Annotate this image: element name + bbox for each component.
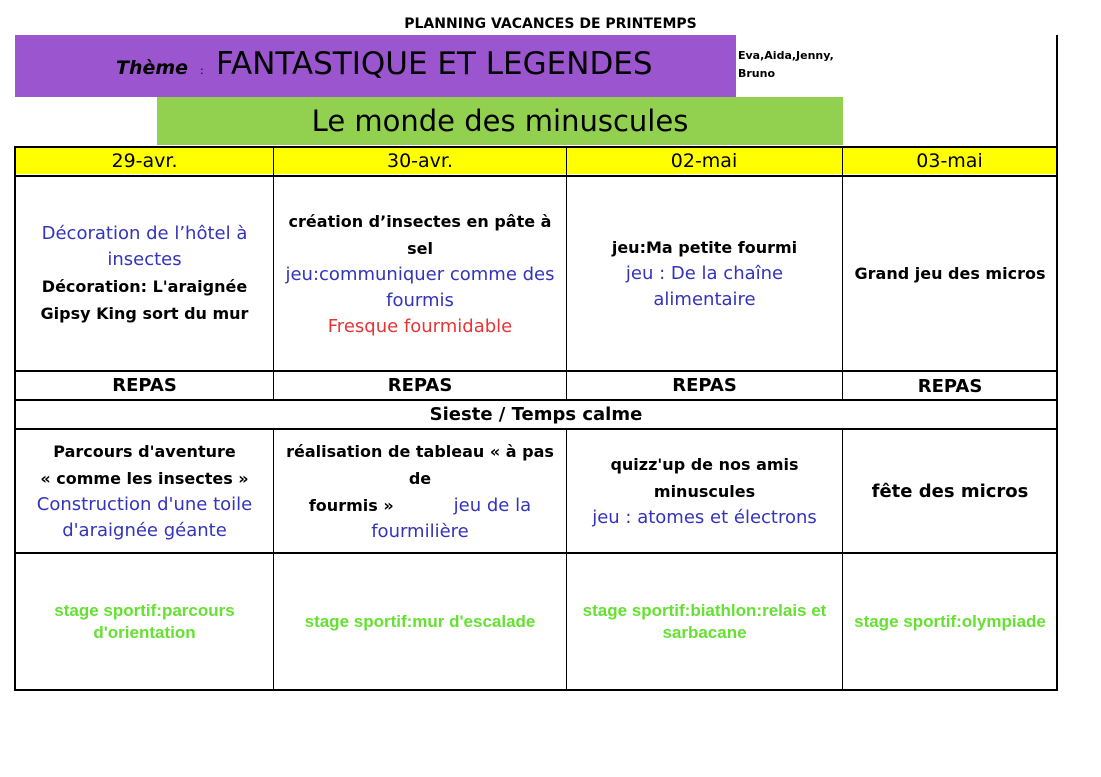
sport-cell	[15, 554, 274, 689]
date-header: 29-avr.	[111, 150, 178, 172]
theme-value: FANTASTIQUE ET LEGENDES	[216, 46, 653, 82]
activity-line	[309, 492, 531, 519]
activity-text: création d’insectes en pâte à sel	[288, 211, 552, 258]
repas-cell: REPAS	[672, 375, 737, 396]
staff-line: Bruno	[738, 67, 776, 80]
date-header: 30-avr.	[386, 150, 454, 172]
sport-text: stage sportif:biathlon:relais et sarbacane	[582, 600, 827, 642]
activity-text: Décoration: L'araignée	[41, 276, 248, 296]
activity-text: minuscules	[653, 482, 756, 501]
page-title: PLANNING VACANCES DE PRINTEMPS	[404, 16, 697, 32]
afternoon-cell	[567, 430, 842, 552]
activity-text: jeu:Ma petite fourmi	[611, 238, 798, 257]
activity-text: fourmilière	[371, 520, 469, 542]
morning-cell	[567, 177, 842, 370]
theme-colon: :	[200, 64, 204, 77]
activity-text: Construction d'une toile d'araignée géante	[36, 494, 253, 541]
activity-text: jeu:communiquer comme des fourmis	[285, 263, 555, 311]
activity-text: jeu de la	[453, 494, 532, 516]
staff-line: Eva,Aida,Jenny,	[738, 49, 834, 62]
subtheme-text: Le monde des minuscules	[311, 104, 689, 138]
afternoon-cell	[15, 430, 274, 552]
activity-text: Décoration de l’hôtel à insectes	[41, 222, 248, 270]
afternoon-cell	[274, 430, 566, 552]
activity-text: quizz'up de nos amis	[610, 455, 799, 474]
theme-label: Thème	[116, 57, 189, 79]
date-header: 03-mai	[916, 150, 983, 172]
sport-text: stage sportif:mur d'escalade	[304, 611, 536, 631]
sieste-row: Sieste / Temps calme	[429, 404, 643, 425]
grid-line	[15, 146, 1057, 148]
date-header: 02-mai	[670, 150, 738, 172]
sport-cell	[843, 554, 1057, 689]
activity-text: fourmis »	[308, 495, 394, 515]
activity-text: jeu : De la chaîne alimentaire	[625, 263, 784, 310]
activity-text: Parcours d'aventure	[53, 442, 236, 461]
activity-text: fête des micros	[871, 480, 1029, 502]
morning-cell	[843, 177, 1057, 370]
activity-text: réalisation de tableau « à pas de	[286, 441, 554, 488]
subtheme-banner	[157, 97, 843, 145]
sport-text: stage sportif:olympiade	[854, 611, 1046, 631]
grid-line	[15, 689, 1057, 691]
activity-text: Grand jeu des micros	[854, 264, 1046, 283]
repas-cell: REPAS	[917, 376, 983, 397]
sport-cell	[567, 554, 842, 689]
repas-cell: REPAS	[387, 375, 453, 396]
repas-cell: REPAS	[112, 375, 177, 396]
activity-text: Gipsy King sort du mur	[40, 303, 249, 323]
morning-cell	[274, 177, 566, 370]
afternoon-cell	[843, 430, 1057, 552]
activity-text: jeu : atomes et électrons	[592, 507, 817, 528]
sport-text: stage sportif:parcours d'orientation	[54, 600, 235, 642]
activity-text: Fresque fourmidable	[327, 315, 513, 337]
morning-cell	[15, 177, 274, 370]
sport-cell	[274, 554, 566, 689]
activity-text: « comme les insectes »	[40, 469, 249, 488]
staff-names	[738, 47, 848, 83]
